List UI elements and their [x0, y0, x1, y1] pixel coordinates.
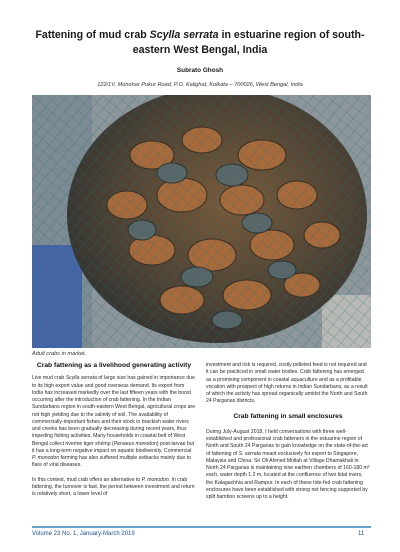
- title-text-part2: in estuarine region of south-eastern West Bengal, India: [132, 29, 365, 56]
- author-name: Subrato Ghosh: [176, 67, 224, 74]
- species-name: P. monodon: [141, 476, 169, 483]
- paragraph-export: [32, 375, 196, 469]
- text-run: meant exclusively for export to Singapore, Malaysia and China. Sri Oli Ahmed Mollah at Village Dhamakhali in North 24 Parganas is maintaining nine earthen chambers of 160-180 m² each, water depth 1.2 m, located at the confluence of two tidal rivers, the Kalagachhia and Rampur. In each of these tide-fed crab fattening enclosures have been established with strong net fencing supported by split bamboo screens up to a height.: [206, 450, 370, 500]
- right-column: [206, 362, 370, 508]
- title-species: Scylla serrata: [149, 29, 219, 41]
- text-run: In this context, mud crab offers an alternative to: [32, 476, 142, 483]
- text-run: During July-August 2018, I held conversations with three well-established and professional crab fatteners in the estuarine region of North and South 24 Parganas to gain knowledge on the state-of-the-art of fattening of: [206, 428, 368, 457]
- paragraph-conversations: [206, 429, 370, 502]
- species-name: Penaeus monodon: [113, 440, 157, 447]
- species-name: P. monodon: [32, 455, 60, 461]
- footer-page-number: 11: [358, 531, 365, 537]
- text-run: Live mud crab: [32, 375, 66, 382]
- species-name: Scylla serrata: [65, 375, 97, 382]
- figure-caption: Adult crabs in market.: [32, 351, 87, 357]
- paragraph-investment: investment and risk is required, costly pelleted feed is not required and it can be practiced in small water bodies. Crab fattening has emerged as a promising component in coastal aquaculture and as a profitable vocation with prospect of high returns in Indian Sundarbans, as a result of which the activity has spread organically amidst the North and South 24 Parganas districts.: [206, 362, 368, 405]
- crab-photo: [32, 95, 371, 348]
- article-title: [24, 28, 376, 57]
- section-heading-enclosures: Crab fattening in small enclosures: [233, 412, 343, 420]
- paragraph-alternative: [32, 477, 196, 499]
- text-run: ) post-larvae but it has a long-term negative impact on aquatic biodiversity. Commercial: [32, 440, 195, 454]
- footer-divider: [32, 526, 371, 528]
- footer-issue: Volume 23 No. 1, January-March 2019: [32, 531, 135, 537]
- text-run: of large size has gained in importance due to its high export value and good overseas demand. Its export from India has increased markedly over the last fifteen years with the boost occurring after the introduction of crab fattening. In the Indian Sundarbans region in south-eastern West Bengal, agricultural crops are not high yielding due to the salinity of soil. The availability of commercially-important fishes and their stock in brackish water rivers and creeks has been gradually decreasing during recent years, thus impeding fishing activities. Many households in coastal belt of West Bengal collect riverine tiger shrimp (: [32, 375, 196, 447]
- text-run: farming has also suffered multiple setbacks mainly due to flare of viral diseases.: [32, 455, 191, 469]
- section-heading-livelihood: Crab fattening as a livelihood generating activity: [36, 362, 192, 369]
- text-run: . In crab fattening, the turnover is fast, the period between investment and return is relatively short, a lower level of: [32, 476, 195, 497]
- left-column: [32, 362, 196, 505]
- crab-photo-illustration: [32, 95, 371, 348]
- title-text-part1: Fattening of mud crab: [35, 29, 150, 41]
- species-name: S. serrata: [238, 450, 261, 457]
- author-affiliation: 122/1V, Monohar Pukur Road, P.O. Kalighat, Kolkata – 700026, West Bengal, India: [97, 82, 303, 88]
